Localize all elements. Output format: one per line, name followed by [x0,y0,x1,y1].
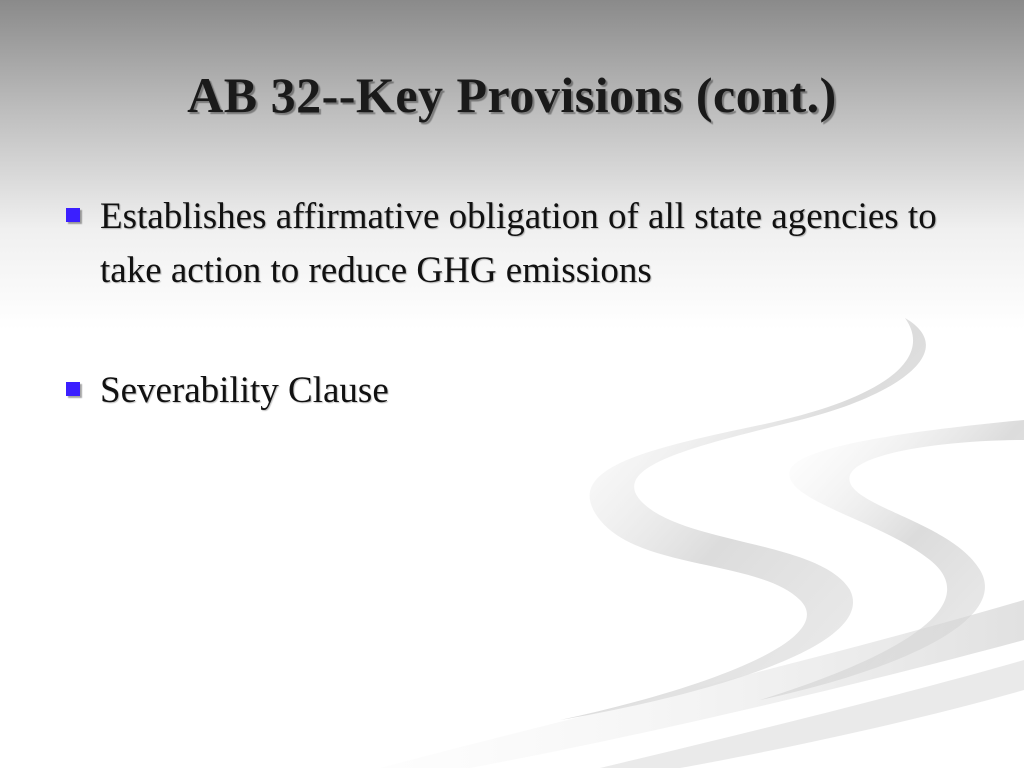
bullet-list [62,190,942,418]
bullet-item [62,190,942,298]
slide-title: AB 32--Key Provisions (cont.) [187,67,837,123]
bullet-text: Severability Clause [100,370,389,411]
square-bullet-icon [66,208,80,222]
bullet-item [62,364,942,418]
bullet-text: Establishes affirmative obligation of all state agencies to take action to reduce GHG emissions [100,196,937,291]
square-bullet-icon [66,382,80,396]
